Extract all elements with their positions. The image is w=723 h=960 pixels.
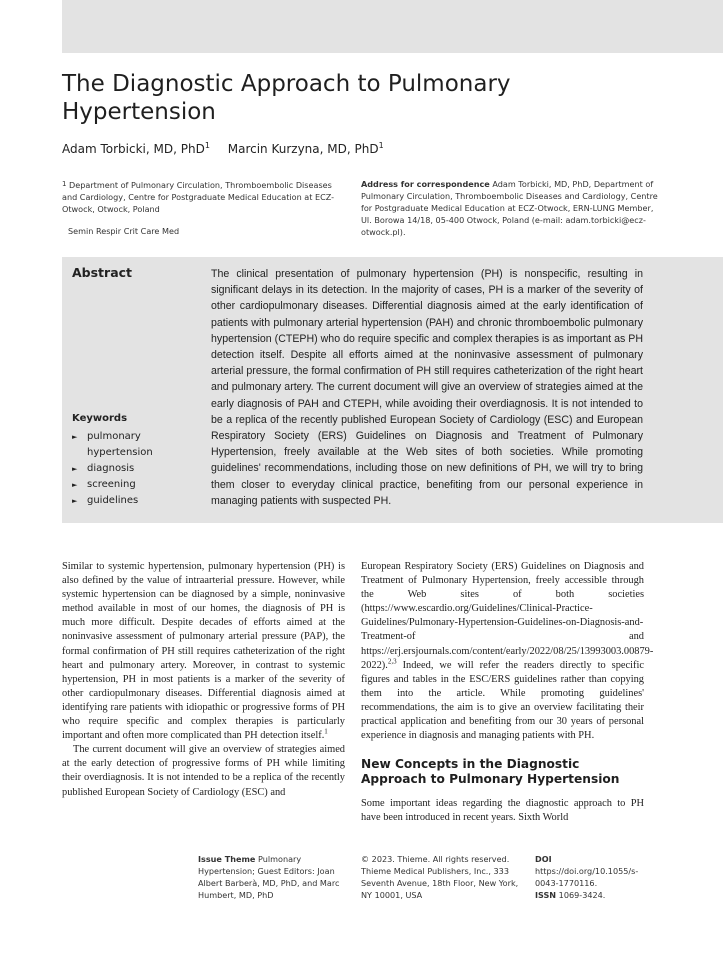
keyword-item: ► screening [72,477,177,493]
article-title: The Diagnostic Approach to Pulmonary Hypertension [62,71,511,125]
body-text: European Respiratory Society (ERS) Guidelines on Diagnosis and Treatment of Pulmonary Hypertension, freely accessible through the Web sites of both societies (https://www.escardio.org/Guidelines/Clinical-Practice-Guidelines/Pulmonary-Hypertension-Guidelines-on-Diagnosis-and-Treatment-of and https://erj.ersjournals.com/content/early/2022/08/25/13993003.00879-2022). [361,561,654,671]
body-column-left [62,560,345,800]
keyword-item: ► diagnosis [72,461,177,477]
issn-text: 1069-3424. [558,890,606,900]
journal-name: Semin Respir Crit Care Med [68,226,180,236]
issue-theme-label: Issue Theme [198,854,256,864]
author-1: Adam Torbicki, MD, PhD [62,142,205,156]
keyword-item: ► pulmonary hypertension [72,429,177,461]
body-column-right [361,560,654,825]
keyword-item: ► guidelines [72,493,177,509]
top-header-band [62,0,723,53]
section-heading: New Concepts in the Diagnostic Approach to Pulmonary Hypertension [361,757,620,787]
footer-doi-issn [535,853,655,901]
footer-copyright: © 2023. Thieme. All rights reserved. Thieme Medical Publishers, Inc., 333 Seventh Avenue, 18th Floor, New York, NY 10001, USA [361,854,519,900]
correspondence-label: Address for correspondence [361,179,490,189]
abstract-heading: Abstract [72,265,133,280]
issn-label: ISSN [535,890,557,900]
affiliation-mark: 1 [62,180,67,188]
citation-mark: 2,3 [387,657,397,666]
author-2: Marcin Kurzyna, MD, PhD [227,142,379,156]
affiliation [62,178,347,215]
doi-link[interactable]: https://doi.org/10.1055/s-0043-1770116. [535,866,639,888]
affiliation-text: Department of Pulmonary Circulation, Thromboembolic Diseases and Cardiology, Centre for Postgraduate Medical Education at ECZ-Otwock, Otwock, Poland [62,180,335,214]
correspondence-text: Adam Torbicki, MD, PhD, Department of Pulmonary Circulation, Thromboembolic Diseases and Cardiology, Centre for Postgraduate Medical Education at ECZ-Otwock, ERN-LUNG Member, Ul. Borowa 14/18, 05-400 Otwock, Poland (e-mail: adam.torbicki@ecz-otwock.pl). [361,179,658,237]
body-paragraph [62,560,345,743]
issue-theme-text: Pulmonary Hypertension; Guest Editors: Joan Albert Barberà, MD, PhD, and Marc Humbert, MD, PhD [198,854,340,900]
doi-label: DOI [535,854,552,864]
keywords-list [72,429,177,509]
abstract-text: The clinical presentation of pulmonary hypertension (PH) is nonspecific, resulting in significant delays in its detection. In the majority of cases, PH is a marker of the severity of other cardiopulmonary diseases. Differential diagnosis aimed at the early identification of patients with pulmonary arterial hypertension (PAH) and chronic thromboembolic pulmonary hypertension (CTEPH) who do require specific and complex therapies is as important as PH detection itself. Despite all efforts aimed at the noninvasive assessment of pulmonary arterial pressure, the formal confirmation of PH still requires catheterization of the right heart and pulmonary artery. The current document will give an overview of strategies aimed at the early diagnosis of PAH and CTEPH, while avoiding their overdiagnosis. It is not intended to be a replica of the recently published European Society of Cardiology (ESC) and European Respiratory Society (ERS) Guidelines on Diagnosis and Treatment of Pulmonary Hypertension, freely available at the Web sites of both societies. While promoting guidelines' recommendations, including those on new definitions of PH, we will try to bring them closer to everyday clinical practice, benefiting from our personal experience in managing patients with suspected PH. [211,268,643,507]
author-1-affiliation-mark: 1 [204,141,210,150]
citation-mark: 1 [324,727,328,736]
keywords-heading: Keywords [72,413,128,424]
author-line [62,141,384,156]
correspondence [361,178,661,238]
body-paragraph [361,560,654,743]
body-text: Similar to systemic hypertension, pulmonary hypertension (PH) is also defined by the value of intraarterial pressure. However, while systemic hypertension can be diagnosed by a simple, noninvasive method available in most of our homes, the diagnosis of PH is much more difficult. Despite decades of efforts aimed at the noninvasive assessment of pulmonary arterial pressure (PAP), the formal confirmation of PH still requires catheterization of the right heart and pulmonary artery. Moreover, in contrast to systemic hypertension, PH in most patients is a marker of the severity of other cardiopulmonary diseases. Differential diagnosis aimed at identifying rare patients with idiopathic or progressive forms of PH who require specific and complex therapies is particularly important and often more complicated than PH detection itself. [62,561,345,742]
body-paragraph: Some important ideas regarding the diagnostic approach to PH have been introduced in recent years. Sixth World [361,798,644,824]
body-text: Indeed, we will refer the readers directly to specific figures and tables in the ESC/ERS guidelines rather than copying them into the article. While promoting guidelines' recommendations, the aim is to give an overview facilitating their practical application and benefiting from our 30 years of personal experience in diagnosis and managing patients with PH. [361,659,644,742]
body-paragraph: The current document will give an overview of strategies aimed at the early detection of progressive forms of PH while limiting their overdiagnosis. It is not intended to be a replica of the recently published European Society of Cardiology (ESC) and [62,744,345,798]
footer-issue-theme [198,853,348,901]
author-2-affiliation-mark: 1 [378,141,384,150]
